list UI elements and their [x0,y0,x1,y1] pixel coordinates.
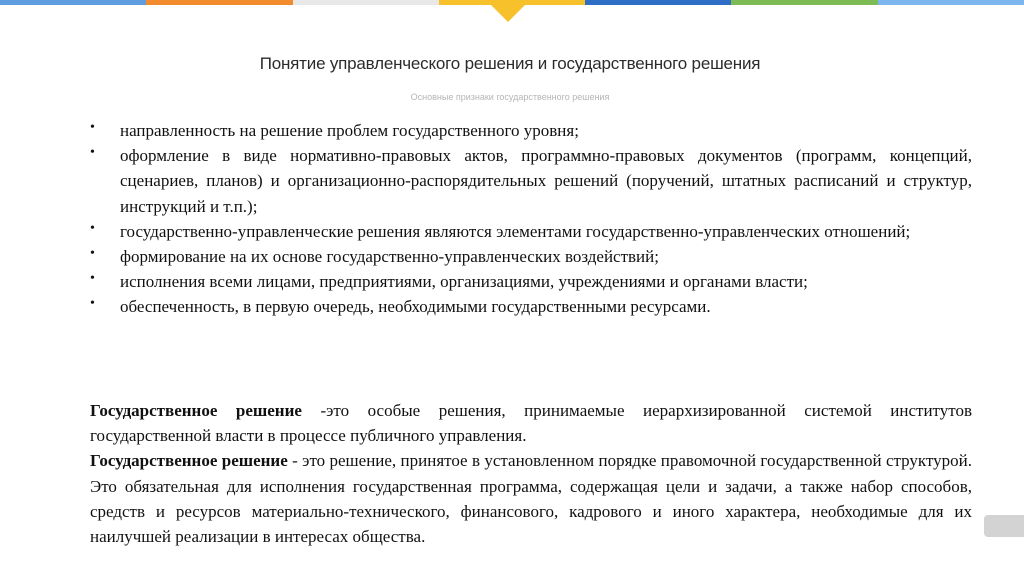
definitions-block [90,398,972,549]
bullet-icon: • [90,296,95,312]
list-item-text: формирование на их основе государственно-управленческих воздействий; [120,247,659,267]
bullet-icon: • [90,120,95,135]
list-item [90,219,972,244]
pointer-triangle-icon [490,4,526,22]
definition-paragraph [90,398,972,448]
bullet-icon: • [90,246,95,262]
slide-subtitle: Основные признаки государственного решения [410,92,610,102]
list-item [90,143,972,219]
definition-text: - это решение, принятое в установленном порядке правомочной государственной структурой. Это обязательная для исполнения государственная программа, содержащая цели и задачи, а также набор способов, средств и ресурсов материально-технического, финансового, кадрового и иного характера, необходимые для их наилучшей реализации в интересах общества. [90,451,972,547]
list-item [90,294,972,319]
color-bar-segment [0,0,146,5]
definition-term: Государственное решение [90,401,302,420]
definition-paragraph [90,448,972,549]
bullet-icon: • [90,271,95,287]
bullet-icon: • [90,220,95,236]
list-item-text: направленность на решение проблем государственного уровня; [120,121,579,140]
color-bar-segment [293,0,439,5]
list-item-text: обеспеченность, в первую очередь, необходимыми государственными ресурсами. [120,297,711,317]
list-item [90,269,972,294]
color-bar-segment [585,0,731,5]
definition-text: -это особые решения, принимаемые иерархизированной системой институтов государственной власти в процессе публичного управления. [90,401,972,446]
bullet-icon: • [90,145,95,161]
list-item-text: оформление в виде нормативно-правовых актов, программно-правовых документов (программ, концепций, сценариев, планов) и организационно-распорядительных решений (поручений, штатных расписаний и структур, инструкций и т.п.); [120,146,972,216]
list-item [90,118,972,143]
color-bar-segment [731,0,877,5]
side-scroll-tab[interactable] [984,515,1024,537]
features-list [90,118,972,320]
color-bar-segment [146,0,292,5]
slide-title: Понятие управленческого решения и государственного решения [259,54,761,73]
list-item-text: государственно-управленческие решения являются элементами государственно-управленческих отношений; [120,221,911,241]
color-bar-segment [878,0,1024,5]
definition-term: Государственное решение [90,451,288,471]
list-item-text: исполнения всеми лицами, предприятиями, организациями, учреждениями и органами власти; [120,272,808,292]
list-item [90,244,972,269]
